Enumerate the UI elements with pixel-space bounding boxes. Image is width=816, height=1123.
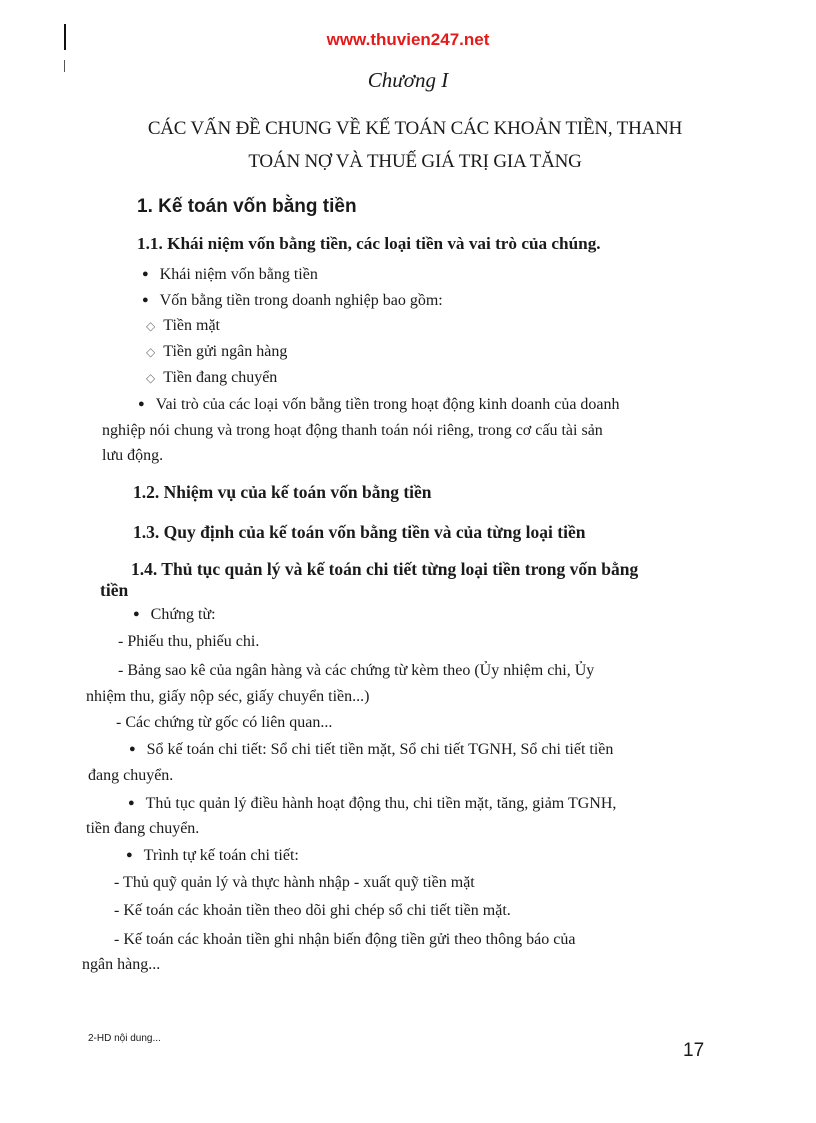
subsection-heading: 1.2. Nhiệm vụ của kế toán vốn bằng tiền — [133, 482, 432, 502]
page-number: 17 — [683, 1040, 705, 1061]
paragraph-line: - Bảng sao kê của ngân hàng và các chứng từ kèm theo (Ủy nhiệm chi, Ủy — [118, 662, 595, 679]
paragraph-line: - Kế toán các khoản tiền ghi nhận biến động tiền gửi theo thông báo của — [114, 931, 576, 948]
paragraph-line: nghiệp nói chung và trong hoạt động thanh toán nói riêng, trong cơ cấu tài sản — [102, 422, 603, 439]
bullet-item: ● Chứng từ: — [133, 606, 216, 624]
sub-item: ◇ Tiền mặt — [146, 317, 220, 335]
section-heading: 1. Kế toán vốn bằng tiền — [137, 196, 357, 217]
paragraph-line: - Các chứng từ gốc có liên quan... — [116, 714, 333, 731]
paragraph-line: - Phiếu thu, phiếu chi. — [118, 633, 260, 650]
chapter-title-line: TOÁN NỢ VÀ THUẾ GIÁ TRỊ GIA TĂNG — [248, 151, 582, 172]
footer-note: 2-HD nội dung... — [88, 1033, 161, 1044]
bullet-item: ● Vai trò của các loại vốn bằng tiền trong hoạt động kinh doanh của doanh — [138, 396, 620, 414]
sub-item: ◇ Tiền đang chuyển — [146, 369, 277, 387]
subsection-heading: 1.1. Khái niệm vốn bằng tiền, các loại tiền và vai trò của chúng. — [137, 234, 601, 253]
subsection-heading: 1.4. Thủ tục quản lý và kế toán chi tiết từng loại tiền trong vốn bằng — [131, 559, 639, 579]
paragraph-line: - Kế toán các khoản tiền theo dõi ghi chép sổ chi tiết tiền mặt. — [114, 902, 511, 919]
chapter-label: Chương I — [367, 68, 449, 92]
sub-item: ◇ Tiền gửi ngân hàng — [146, 343, 287, 361]
website-watermark[interactable]: www.thuvien247.net — [326, 30, 490, 49]
paragraph-line: - Thủ quỹ quản lý và thực hành nhập - xuất quỹ tiền mặt — [114, 874, 475, 891]
chapter-title-line: CÁC VẤN ĐỀ CHUNG VỀ KẾ TOÁN CÁC KHOẢN TIỀN, THANH — [147, 118, 683, 139]
subsection-heading: 1.3. Quy định của kế toán vốn bằng tiền và của từng loại tiền — [133, 522, 586, 542]
paragraph-line: ngân hàng... — [82, 956, 161, 973]
bullet-item: ● Khái niệm vốn bằng tiền — [142, 266, 318, 284]
paragraph-line: nhiệm thu, giấy nộp séc, giấy chuyển tiền...) — [86, 688, 370, 705]
paragraph-line: tiền đang chuyển. — [86, 820, 200, 837]
paragraph-line: lưu động. — [102, 447, 164, 464]
chapter-title — [120, 112, 710, 178]
bullet-item: ● Thủ tục quản lý điều hành hoạt động thu, chi tiền mặt, tăng, giảm TGNH, — [128, 795, 616, 813]
bullet-item: ● Vốn bằng tiền trong doanh nghiệp bao gồm: — [142, 292, 443, 310]
bullet-item: ● Sổ kế toán chi tiết: Sổ chi tiết tiền mặt, Sổ chi tiết TGNH, Sổ chi tiết tiền — [129, 741, 613, 759]
bullet-item: ● Trình tự kế toán chi tiết: — [126, 847, 299, 865]
paragraph-line: đang chuyển. — [88, 767, 174, 784]
subsection-heading: tiền — [100, 580, 129, 600]
